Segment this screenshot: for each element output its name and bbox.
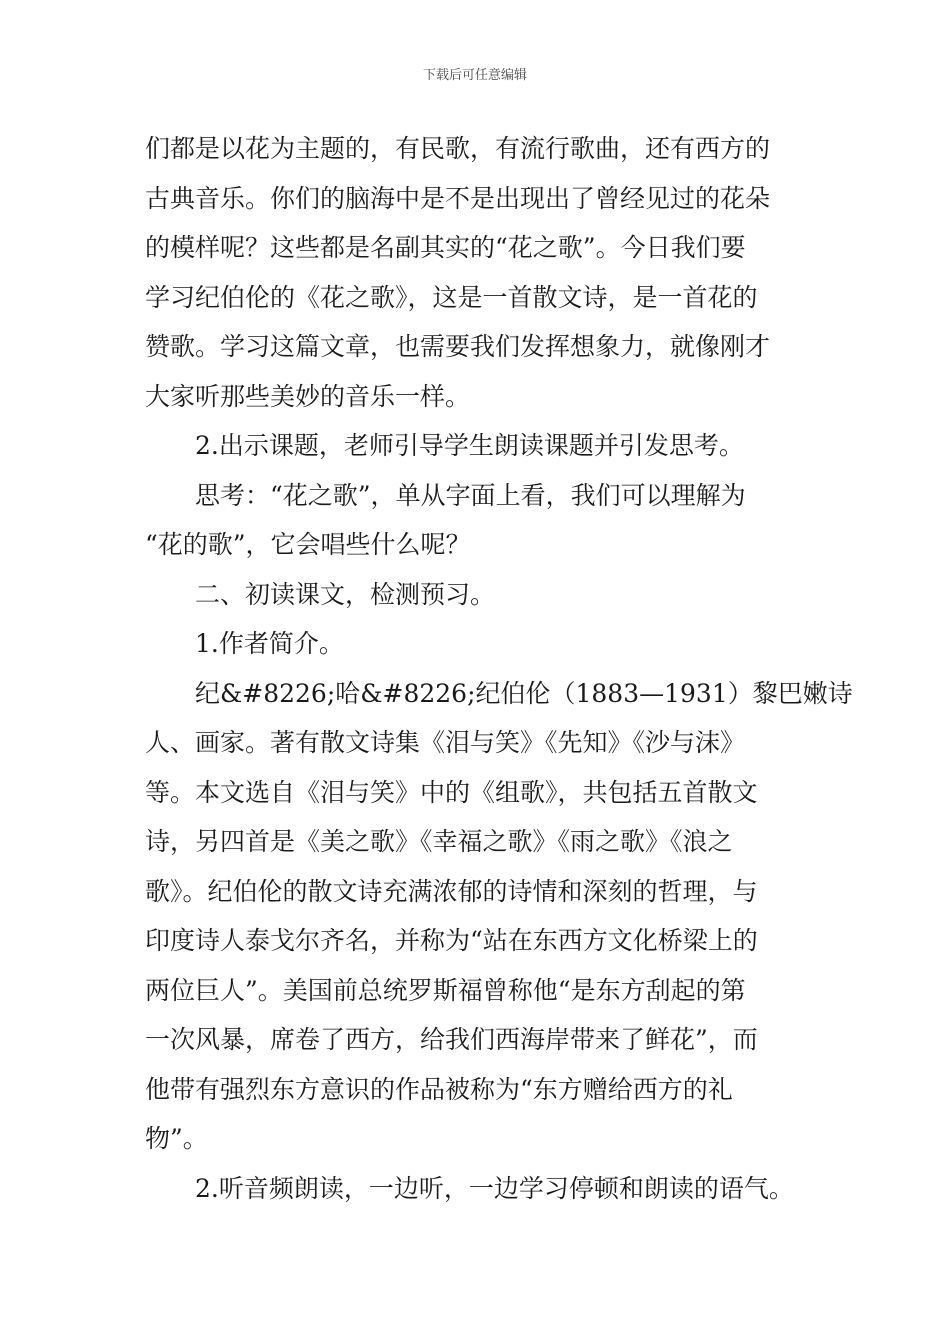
text-line: 人、画家。著有散文诗集《泪与笑》《先知》《沙与沫》 xyxy=(145,728,746,757)
text-line: 他带有强烈东方意识的作品被称为“东方赠给西方的礼 xyxy=(145,1074,733,1104)
text-line: 赞歌。学习这篇文章，也需要我们发挥想象力，就像刚才 xyxy=(145,332,771,361)
text-line: 等。本文选自《泪与笑》中的《组歌》，共包括五首散文 xyxy=(145,777,758,807)
document-body xyxy=(145,124,853,1213)
text-line: 一次风暴，席卷了西方，给我们西海岸带来了鲜花”，而 xyxy=(145,1025,758,1054)
text-line: 2.出示课题，老师引导学生朗读课题并引发思考。 xyxy=(195,431,744,460)
text-line: “花的歌”，它会唱些什么呢？ xyxy=(145,530,471,559)
text-line: 物”。 xyxy=(145,1124,208,1153)
text-line: 诗，另四首是《美之歌》《幸福之歌》《雨之歌》《浪之 xyxy=(145,827,733,856)
text-line: 印度诗人泰戈尔齐名，并称为“站在东西方文化桥梁上的 xyxy=(145,926,758,955)
text-line: 纪&#8226;哈&#8226;纪伯伦（1883—1931）黎巴嫩诗 xyxy=(195,678,853,708)
text-line: 们都是以花为主题的，有民歌，有流行歌曲，还有西方的 xyxy=(145,134,771,163)
text-line: 2.听音频朗读，一边听，一边学习停顿和朗读的语气。 xyxy=(195,1173,794,1203)
section-heading: 二、初读课文，检测预习。 xyxy=(195,579,496,609)
text-line: 两位巨人”。美国前总统罗斯福曾称他“是东方刮起的第 xyxy=(145,975,746,1005)
text-line: 大家听那些美妙的音乐一样。 xyxy=(145,381,471,411)
text-line: 古典音乐。你们的脑海中是不是出现出了曾经见过的花朵 xyxy=(145,183,771,213)
text-line: 思考：“花之歌”，单从字面上看，我们可以理解为 xyxy=(195,480,746,510)
text-line: 1.作者简介。 xyxy=(195,629,344,658)
text-line: 学习纪伯伦的《花之歌》，这是一首散文诗，是一首花的 xyxy=(145,282,758,312)
text-line: 歌》。纪伯伦的散文诗充满浓郁的诗情和深刻的哲理，与 xyxy=(145,876,758,906)
text-line: 的模样呢？这些都是名副其实的“花之歌”。今日我们要 xyxy=(145,233,746,262)
page-header: 下载后可任意编辑 xyxy=(422,68,527,83)
